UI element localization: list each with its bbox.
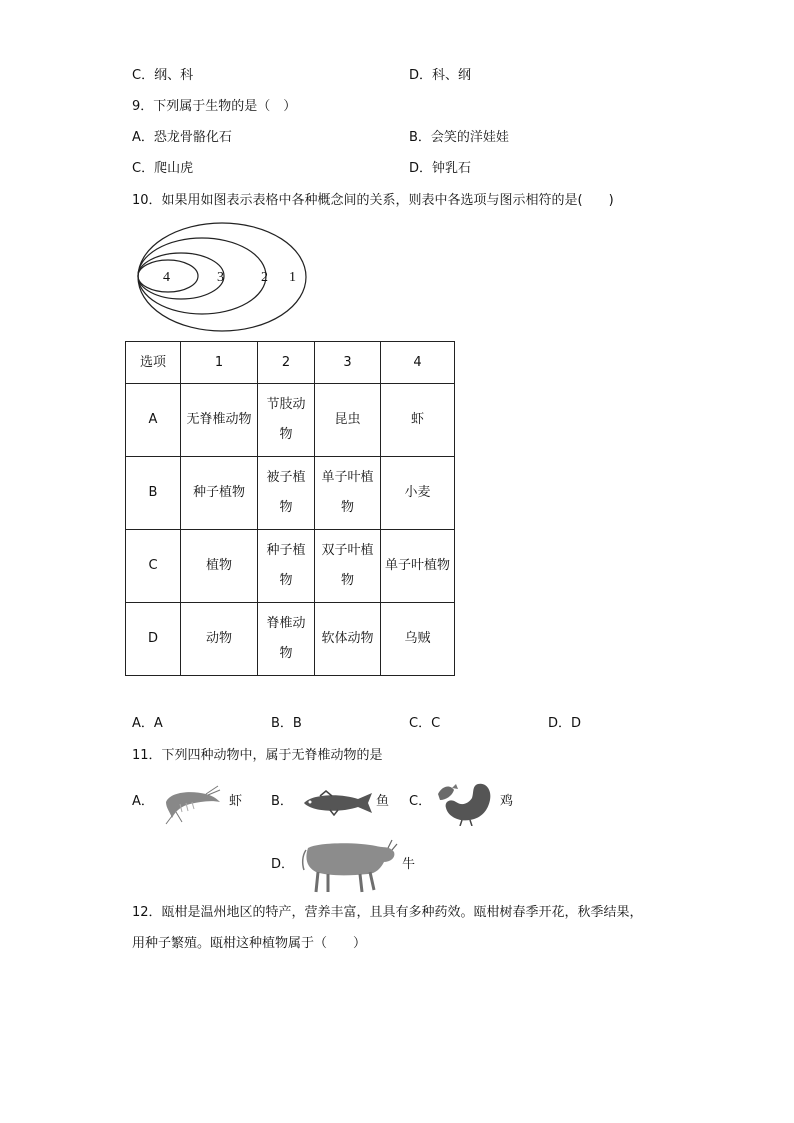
q10-option-d: D．D bbox=[548, 716, 582, 731]
table-cell: 乌贼 bbox=[381, 603, 455, 676]
q11-option-b-label: B． bbox=[271, 794, 293, 809]
table-row bbox=[126, 457, 455, 530]
table-cell: 动物 bbox=[181, 603, 258, 676]
q8-option-c: C．纲、科 bbox=[132, 68, 194, 83]
table-cell: A bbox=[126, 384, 181, 457]
options-table bbox=[125, 341, 455, 676]
diagram-label-2: 2 bbox=[261, 270, 268, 285]
table-cell: 单子叶植物 bbox=[315, 457, 381, 530]
table-cell: 节肢动物 bbox=[258, 384, 315, 457]
table-row bbox=[126, 530, 455, 603]
q9-option-a: A．恐龙骨骼化石 bbox=[132, 130, 232, 145]
fish-image bbox=[300, 790, 376, 816]
q12-stem-line-2: 用种子繁殖。瓯柑这种植物属于（ ） bbox=[132, 936, 367, 951]
diagram-label-1: 1 bbox=[289, 270, 296, 285]
cow-image bbox=[298, 836, 398, 896]
table-row bbox=[126, 603, 455, 676]
q8-option-d: D．科、纲 bbox=[409, 68, 472, 83]
ellipse-3 bbox=[138, 253, 224, 299]
table-header-cell: 选项 bbox=[126, 342, 181, 384]
q11-option-c-name: 鸡 bbox=[500, 794, 514, 809]
rooster-image bbox=[436, 780, 494, 826]
q10-option-c: C．C bbox=[409, 716, 441, 731]
q11-option-b-name: 鱼 bbox=[376, 794, 390, 809]
table-cell: 种子植物 bbox=[258, 530, 315, 603]
q9-stem: 9．下列属于生物的是（ ） bbox=[132, 99, 297, 114]
table-cell: 虾 bbox=[381, 384, 455, 457]
table-cell: 小麦 bbox=[381, 457, 455, 530]
table-cell: 被子植物 bbox=[258, 457, 315, 530]
q11-stem: 11．下列四种动物中，属于无脊椎动物的是 bbox=[132, 748, 383, 763]
table-cell: 植物 bbox=[181, 530, 258, 603]
q9-option-d: D．钟乳石 bbox=[409, 161, 472, 176]
table-cell: 昆虫 bbox=[315, 384, 381, 457]
q9-option-c: C．爬山虎 bbox=[132, 161, 194, 176]
shrimp-image bbox=[160, 782, 222, 826]
q11-option-d-label: D． bbox=[271, 857, 295, 872]
table-cell: 无脊椎动物 bbox=[181, 384, 258, 457]
table-cell: D bbox=[126, 603, 181, 676]
table-cell: B bbox=[126, 457, 181, 530]
table-cell: C bbox=[126, 530, 181, 603]
diagram-label-4: 4 bbox=[163, 270, 170, 285]
nested-concept-diagram bbox=[130, 216, 315, 338]
table-cell: 脊椎动物 bbox=[258, 603, 315, 676]
q11-option-a-name: 虾 bbox=[229, 794, 243, 809]
q11-option-c-label: C． bbox=[409, 794, 432, 809]
table-header-cell: 1 bbox=[181, 342, 258, 384]
table-header-cell: 3 bbox=[315, 342, 381, 384]
table-header-cell: 4 bbox=[381, 342, 455, 384]
q10-stem: 10．如果用如图表示表格中各种概念间的关系，则表中各选项与图示相符的是( ) bbox=[132, 193, 614, 208]
table-cell: 双子叶植物 bbox=[315, 530, 381, 603]
ellipse-2 bbox=[138, 238, 266, 314]
q12-stem-line-1: 12．瓯柑是温州地区的特产，营养丰富，且具有多种药效。瓯柑树春季开花，秋季结果， bbox=[132, 905, 643, 920]
q10-option-a: A．A bbox=[132, 716, 163, 731]
table-header-cell: 2 bbox=[258, 342, 315, 384]
q11-option-a-label: A． bbox=[132, 794, 154, 809]
table-header-row bbox=[126, 342, 455, 384]
table-row bbox=[126, 384, 455, 457]
table-cell: 单子叶植物 bbox=[381, 530, 455, 603]
q10-option-b: B．B bbox=[271, 716, 302, 731]
table-cell: 软体动物 bbox=[315, 603, 381, 676]
q9-option-b: B．会笑的洋娃娃 bbox=[409, 130, 509, 145]
table-cell: 种子植物 bbox=[181, 457, 258, 530]
diagram-label-3: 3 bbox=[217, 270, 224, 285]
q11-option-d-name: 牛 bbox=[402, 857, 416, 872]
